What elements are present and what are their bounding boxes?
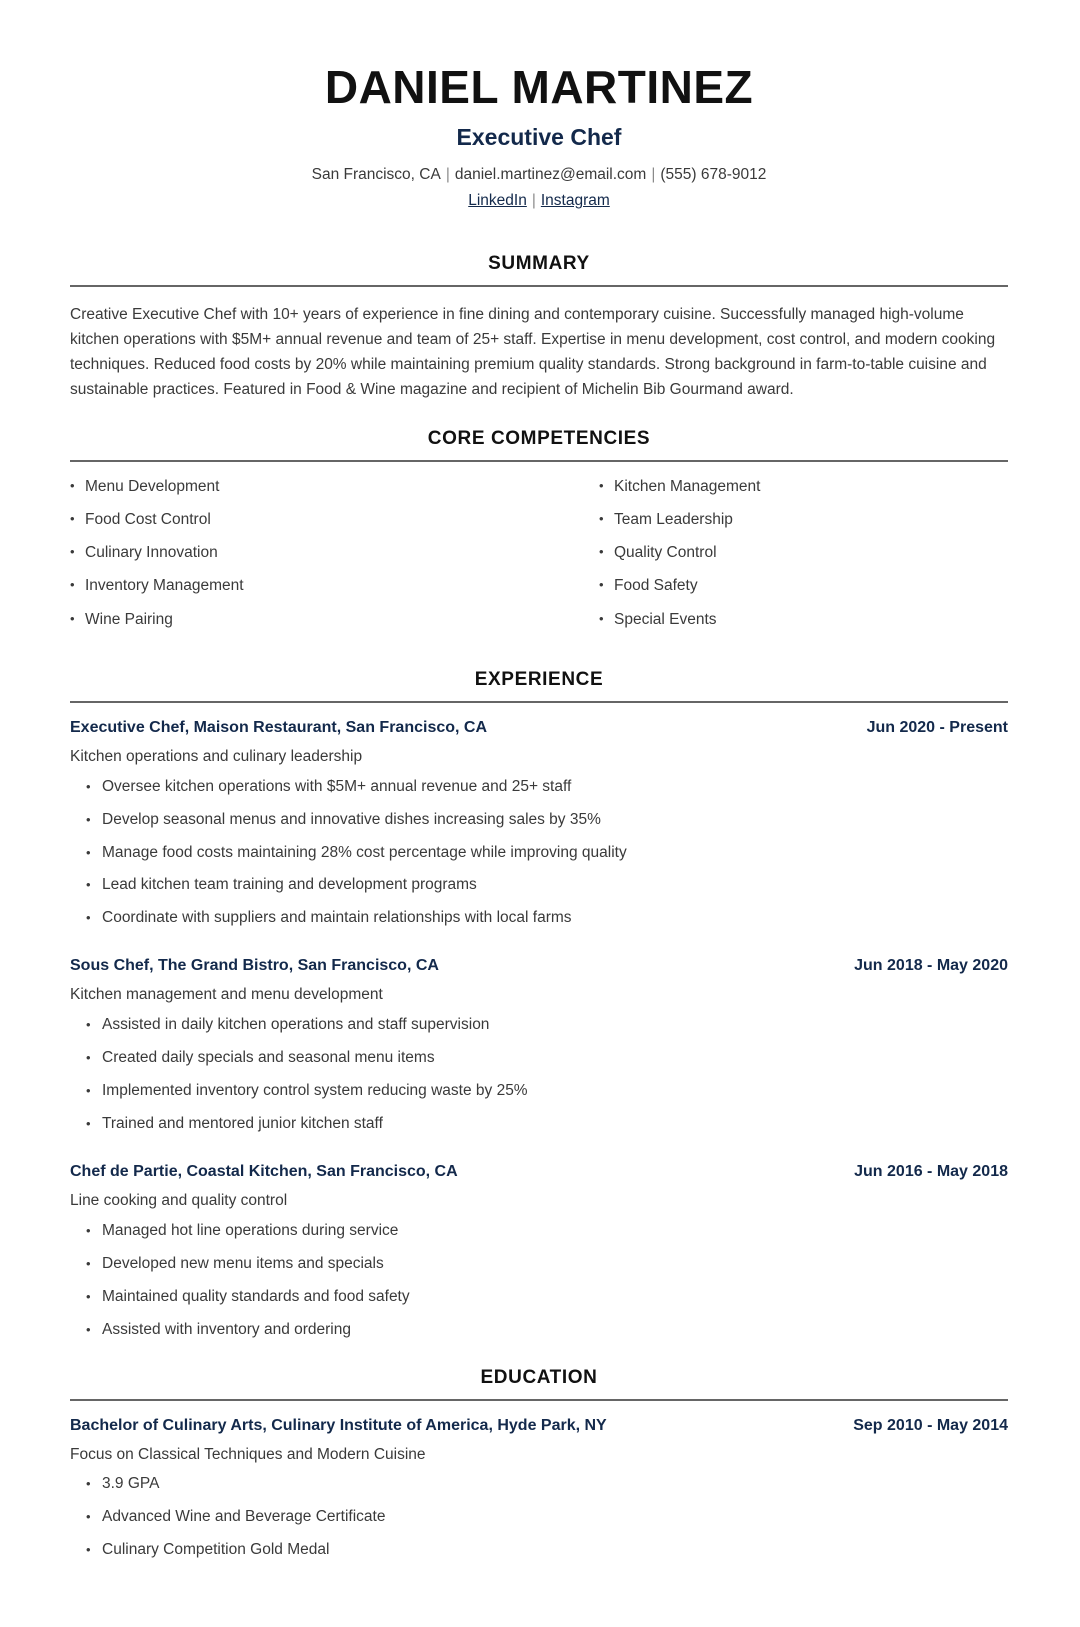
bullet-text: Advanced Wine and Beverage Certificate: [102, 1508, 386, 1526]
bullet-text: Maintained quality standards and food safety: [102, 1287, 410, 1305]
contact-separator: |: [445, 166, 450, 184]
entry-header: [70, 1416, 1008, 1436]
bullet-icon: •: [86, 1017, 91, 1033]
bullet-icon: •: [86, 778, 91, 794]
list-item: [86, 1081, 1008, 1114]
list-item: [86, 1540, 1008, 1561]
bullet-text: Develop seasonal menus and innovative dishes increasing sales by 35%: [102, 810, 601, 828]
section-divider: [70, 460, 1008, 462]
competency-label: Special Events: [614, 610, 717, 628]
list-item: [86, 1048, 1008, 1081]
bullet-icon: •: [86, 1115, 91, 1131]
list-item: [86, 1221, 1008, 1254]
bullet-text: Culinary Competition Gold Medal: [102, 1541, 330, 1559]
list-item: [86, 1114, 1008, 1135]
summary-heading: SUMMARY: [488, 252, 590, 274]
list-item: [86, 1015, 1008, 1048]
list-item: [86, 777, 1008, 810]
bullet-icon: •: [70, 478, 75, 494]
contact-phone: (555) 678-9012: [660, 166, 767, 184]
bullet-text: Developed new menu items and specials: [102, 1254, 384, 1272]
list-item: [599, 610, 1008, 643]
competencies-column-right: [539, 477, 1008, 643]
section-divider: [70, 701, 1008, 703]
experience-entry: [70, 956, 1008, 1135]
bullet-icon: •: [86, 1476, 91, 1492]
section-competencies: [70, 428, 1008, 643]
list-item: [70, 510, 539, 543]
list-item: [86, 810, 1008, 843]
bullet-text: Implemented inventory control system reducing waste by 25%: [102, 1082, 528, 1100]
entry-header: [70, 718, 1008, 738]
bullet-text: Oversee kitchen operations with $5M+ annual revenue and 25+ staff: [102, 777, 572, 795]
entry-bullet-list: [70, 1221, 1008, 1341]
competency-label: Menu Development: [85, 478, 220, 496]
entry-date: Jun 2018 - May 2020: [854, 957, 1008, 975]
list-item: [70, 477, 539, 510]
entry-title: Executive Chef, Maison Restaurant, San Francisco, CA: [70, 718, 488, 736]
bullet-icon: •: [70, 610, 75, 626]
experience-entry: [70, 718, 1008, 930]
bullet-text: Assisted in daily kitchen operations and staff supervision: [102, 1016, 490, 1034]
list-item: [599, 477, 1008, 510]
resume-header: [70, 62, 1008, 213]
competency-label: Team Leadership: [614, 511, 733, 529]
bullet-text: Trained and mentored junior kitchen staff: [102, 1114, 383, 1132]
bullet-text: Lead kitchen team training and development programs: [102, 876, 477, 894]
bullet-icon: •: [86, 910, 91, 926]
entry-bullet-list: [70, 1474, 1008, 1561]
bullet-icon: •: [86, 1083, 91, 1099]
competency-label: Kitchen Management: [614, 478, 761, 496]
competency-label: Food Cost Control: [85, 511, 211, 529]
entry-bullet-list: [70, 1015, 1008, 1135]
bullet-text: Managed hot line operations during service: [102, 1221, 399, 1239]
summary-text: Creative Executive Chef with 10+ years of experience in fine dining and contemporary cuisine. Successfully managed high-volume kitchen operations with $5M+ annual revenue and team of 25+ staff. Expertise in menu development, cost control, and modern cooking techniques. Reduced food costs by 20% while maintaining premium quality standards. Strong background in farm-to-table cuisine and sustainable practices. Featured in Food & Wine magazine and recipient of Michelin Bib Gourmand award.: [70, 305, 996, 398]
entry-subtitle: Kitchen operations and culinary leadership: [70, 747, 363, 765]
bullet-text: 3.9 GPA: [102, 1475, 160, 1493]
competencies-column-left: [70, 477, 539, 643]
bullet-icon: •: [599, 511, 604, 527]
entry-date: Jun 2020 - Present: [866, 718, 1008, 736]
bullet-icon: •: [86, 1542, 91, 1558]
bullet-icon: •: [599, 577, 604, 593]
bullet-icon: •: [599, 610, 604, 626]
list-item: [86, 1474, 1008, 1507]
bullet-icon: •: [86, 1050, 91, 1066]
bullet-icon: •: [86, 1222, 91, 1238]
entry-header: [70, 956, 1008, 976]
page-title: DANIEL MARTINEZ: [324, 61, 754, 113]
list-item: [86, 875, 1008, 908]
entry-subtitle: Line cooking and quality control: [70, 1191, 288, 1209]
contact-line: [70, 163, 1008, 186]
list-item: [70, 543, 539, 576]
link-instagram[interactable]: Instagram: [540, 192, 610, 210]
competency-label: Quality Control: [614, 544, 717, 562]
list-item: [599, 543, 1008, 576]
list-item: [86, 1507, 1008, 1540]
list-item: [86, 843, 1008, 876]
list-item: [86, 908, 1008, 929]
entry-title: Chef de Partie, Coastal Kitchen, San Francisco, CA: [70, 1162, 458, 1180]
list-item: [86, 1287, 1008, 1320]
entry-bullet-list: [70, 777, 1008, 930]
bullet-icon: •: [70, 577, 75, 593]
social-links: [70, 189, 1008, 212]
bullet-icon: •: [86, 811, 91, 827]
bullet-text: Coordinate with suppliers and maintain relationships with local farms: [102, 909, 572, 927]
entry-title: Bachelor of Culinary Arts, Culinary Institute of America, Hyde Park, NY: [70, 1416, 607, 1434]
section-education: [70, 1367, 1008, 1562]
entry-subtitle: Focus on Classical Techniques and Modern Cuisine: [70, 1445, 426, 1463]
contact-location: San Francisco, CA: [311, 166, 441, 184]
bullet-icon: •: [70, 511, 75, 527]
education-heading: EDUCATION: [480, 1366, 598, 1388]
bullet-icon: •: [86, 844, 91, 860]
section-divider: [70, 1399, 1008, 1401]
entry-date: Sep 2010 - May 2014: [853, 1416, 1008, 1434]
competency-label: Food Safety: [614, 577, 698, 595]
entry-title: Sous Chef, The Grand Bistro, San Francisco, CA: [70, 957, 439, 975]
section-divider: [70, 285, 1008, 287]
entry-subtitle: Kitchen management and menu development: [70, 986, 383, 1004]
list-item: [70, 610, 539, 643]
section-experience: [70, 669, 1008, 1341]
links-separator: |: [531, 192, 536, 210]
list-item: [599, 576, 1008, 609]
contact-separator: |: [651, 166, 656, 184]
header-job-title: Executive Chef: [456, 123, 622, 150]
list-item: [599, 510, 1008, 543]
competency-label: Wine Pairing: [85, 610, 173, 628]
contact-email[interactable]: daniel.martinez@email.com: [454, 166, 647, 184]
experience-entry: [70, 1162, 1008, 1341]
education-entry: [70, 1416, 1008, 1562]
section-summary: [70, 253, 1008, 402]
bullet-icon: •: [86, 1255, 91, 1271]
list-item: [86, 1254, 1008, 1287]
bullet-icon: •: [86, 1288, 91, 1304]
bullet-text: Created daily specials and seasonal menu items: [102, 1049, 435, 1067]
experience-heading: EXPERIENCE: [474, 668, 604, 690]
list-item: [70, 576, 539, 609]
bullet-icon: •: [86, 1509, 91, 1525]
competency-label: Inventory Management: [85, 577, 244, 595]
bullet-icon: •: [70, 544, 75, 560]
competencies-heading: CORE COMPETENCIES: [427, 428, 651, 450]
bullet-icon: •: [86, 877, 91, 893]
competencies-grid: [70, 477, 1008, 643]
list-item: [86, 1320, 1008, 1341]
entry-date: Jun 2016 - May 2018: [854, 1162, 1008, 1180]
bullet-icon: •: [86, 1321, 91, 1337]
bullet-text: Assisted with inventory and ordering: [102, 1320, 351, 1338]
bullet-text: Manage food costs maintaining 28% cost percentage while improving quality: [102, 843, 627, 861]
bullet-icon: •: [599, 544, 604, 560]
bullet-icon: •: [599, 478, 604, 494]
link-linkedin[interactable]: LinkedIn: [468, 192, 527, 210]
entry-header: [70, 1162, 1008, 1182]
competency-label: Culinary Innovation: [85, 544, 218, 562]
